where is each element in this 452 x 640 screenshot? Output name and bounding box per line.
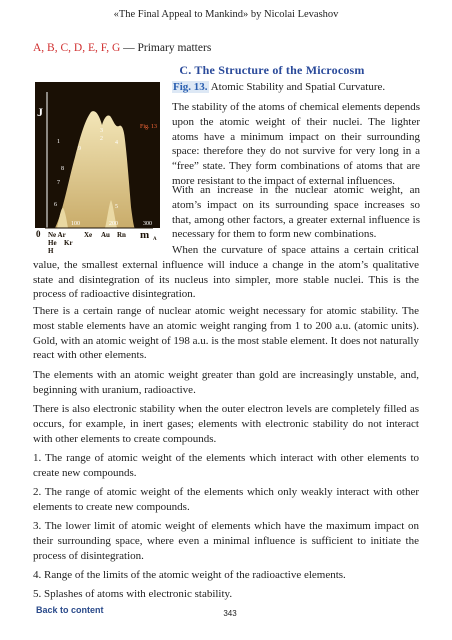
point-2: 2 — [100, 136, 103, 142]
paragraph-1: The stability of the atoms of chemical elements depends upon the atomic weight of their nuclei. The lighter atoms have a minimum impact on their surrounding space: therefore they do not survive for very long in a “free” state. They form combinations of atoms that are more resistant to the impact of external influences. — [172, 101, 420, 187]
paragraph-3: When the curvature of space attains a certain critical value, the smallest external influence will induce a change in the atom’s qualitative state and disintegration of its nucleus into simpler, more stable nuclei. This is the process of radioactive disintegration. — [33, 244, 419, 301]
origin-label: 0 — [36, 229, 41, 239]
element-he: He — [48, 239, 57, 247]
element-au: Au — [101, 231, 110, 239]
tick-200: 200 — [109, 221, 118, 227]
point-7: 7 — [57, 180, 60, 186]
primary-matters-line — [33, 42, 211, 54]
point-5: 5 — [115, 204, 118, 210]
point-4: 4 — [115, 140, 118, 146]
paragraph-6: There is also electronic stability when the outer electron levels are completely filled as occurs, for example, in inert gases; elements with electronic stability do not interact with other elements to create compounds. — [33, 403, 419, 445]
element-h: H — [48, 247, 54, 255]
primary-dash: — — [120, 42, 138, 54]
x-axis-label-subscript: A — [153, 237, 157, 242]
fig-label: Fig. 13 — [140, 124, 158, 130]
x-axis-label: m — [140, 229, 150, 241]
point-3: 3 — [100, 128, 103, 134]
paragraph-5: The elements with an atomic weight greater than gold are increasingly unstable, and, beginning with uranium, radioactive. — [33, 369, 419, 396]
tick-300: 300 — [143, 221, 152, 227]
element-xe: Xe — [84, 231, 93, 239]
element-rn: Rn — [117, 231, 126, 239]
primary-text: Primary matters — [137, 42, 212, 54]
element-kr: Kr — [64, 239, 73, 247]
figure-number: Fig. 13. — [173, 81, 208, 93]
list-item-3: 3. The lower limit of atomic weight of elements which have the maximum impact on their surrounding space, where even a minimal influence is sufficient to initiate the process of disintegration. — [33, 520, 419, 562]
back-to-content-link[interactable]: Back to content — [36, 605, 104, 615]
list-item-5: 5. Splashes of atoms with electronic stability. — [33, 588, 233, 600]
figure-caption-text: Atomic Stability and Spatial Curvature. — [210, 81, 386, 93]
primary-letters: A, B, C, D, E, F, G — [33, 42, 121, 54]
element-ne-ar: Ne Ar — [48, 231, 66, 239]
point-6: 6 — [54, 202, 57, 208]
page-number: 343 — [223, 609, 237, 618]
point-8: 8 — [61, 166, 64, 172]
y-axis-label: J — [37, 105, 43, 119]
section-title: C. The Structure of the Microcosm — [179, 63, 365, 77]
point-1: 1 — [57, 139, 60, 145]
paragraph-2: With an increase in the nuclear atomic weight, an atom’s impact on its surrounding space increases so that, among other factors, a greater external influence is necessary for them to form new combinations. — [172, 184, 420, 241]
paragraph-4: There is a certain range of nuclear atomic weight necessary for atomic stability. The most stable elements have an atomic weight ranging from 1 to 200 a.u. (atomic units). Gold, with an atomic weight of 198 a.u. is the most stable element. It does not naturally react with other elements. — [33, 305, 419, 362]
point-9: 9 — [78, 146, 81, 152]
figure-caption — [172, 81, 385, 93]
running-header: «The Final Appeal to Mankind» by Nicolai Levashov — [113, 9, 339, 20]
tick-100: 100 — [71, 221, 80, 227]
list-item-2: 2. The range of atomic weight of the elements which only weakly interact with other elements to create new compounds. — [33, 486, 419, 513]
list-item-1: 1. The range of atomic weight of the elements which interact with other elements to create new compounds. — [33, 452, 419, 479]
list-item-4: 4. Range of the limits of the atomic weight of the radioactive elements. — [33, 569, 346, 581]
